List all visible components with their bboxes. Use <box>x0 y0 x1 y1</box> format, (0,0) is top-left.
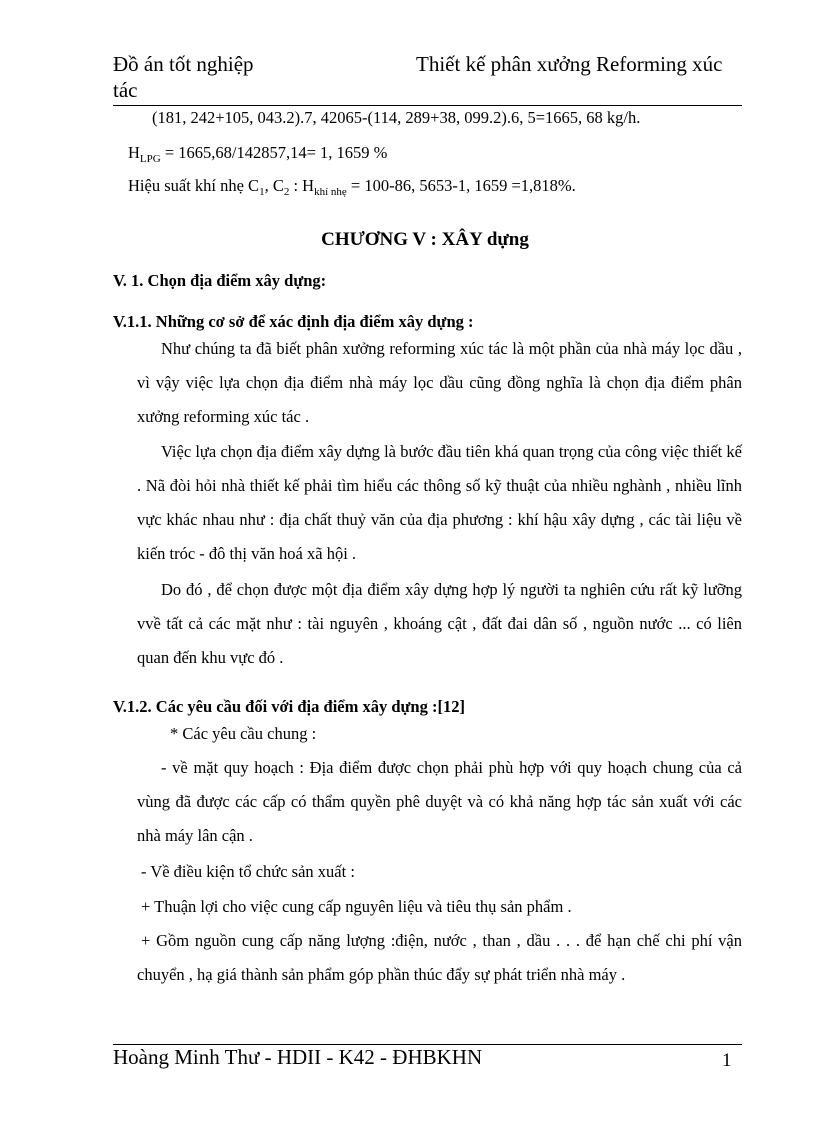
header-rule <box>113 105 742 106</box>
section-heading-v1: V. 1. Chọn địa điểm xây dựng: <box>113 271 327 290</box>
paragraph-3: Do đó , để chọn được một địa điểm xây dựng hợp lý người ta nghiên cứu rất kỹ lưỡng vvề tất cả các mặt như : tài nguyên , khoáng cật , đất đai dân số , nguồn nước ... có liên quan đến khu vực đó . <box>137 580 742 667</box>
calc-rest: = 1665,68/142857,14= 1, 1659 % <box>160 143 388 162</box>
calc3-mid: , C <box>264 176 284 195</box>
calc3-sub2: 2 <box>283 186 290 198</box>
section-heading-v1-2: V.1.2. Các yêu cầu đối với địa điểm xây dựng :[12] <box>113 697 465 716</box>
calc-sub: LPG <box>139 153 161 165</box>
section-heading-v1-1: V.1.1. Những cơ sở để xác định địa điểm xây dựng : <box>113 312 474 331</box>
calc-line-1: (181, 242+105, 043.2).7, 42065-(114, 289+38, 099.2).6, 5=1665, 68 kg/h. <box>152 108 641 127</box>
calc3-mid2: : H <box>289 176 315 195</box>
calc-line-3 <box>128 176 576 198</box>
general-requirements-label: * Các yêu cầu chung : <box>170 724 317 743</box>
requirement-production: - Về điều kiện tổ chức sản xuất : <box>141 862 355 881</box>
calc3-sub1: 1 <box>259 186 265 198</box>
header-left-title: Đồ án tốt nghiệp <box>113 52 254 76</box>
page-number: 1 <box>722 1050 732 1071</box>
header-continuation: tác <box>113 78 138 102</box>
calc-var: H <box>128 143 140 162</box>
paragraph-1: Như chúng ta đã biết phân xưởng reforming xúc tác là một phần của nhà máy lọc dầu , vì vậy việc lựa chọn địa điểm nhà máy lọc dầu cũng đồng nghĩa là chọn địa điểm phân xưởng reforming xúc tác . <box>137 339 742 426</box>
footer-author: Hoàng Minh Thư - HDII - K42 - ĐHBKHN <box>113 1045 483 1069</box>
calc-line-2 <box>128 143 387 165</box>
header-right-title: Thiết kế phân xưởng Reforming xúc <box>416 52 723 76</box>
bullet-energy-supply: + Gồm nguồn cung cấp năng lượng :điện, nước , than , dầu . . . để hạn chế chi phí vận chuyển , hạ giá thành sản phẩm góp phần thúc đẩy sự phát triển nhà máy . <box>137 931 742 984</box>
calc3-rest: = 100-86, 5653-1, 1659 =1,818%. <box>346 176 576 195</box>
calc3-prefix: Hiệu suất khí nhẹ C <box>128 176 260 195</box>
chapter-title: CHƯƠNG V : XÂY dựng <box>321 229 529 250</box>
calc3-sub3: khí nhẹ <box>314 186 347 198</box>
requirement-planning: - về mặt quy hoạch : Địa điểm được chọn phải phù hợp với quy hoạch chung của cả vùng đã được các cấp có thẩm quyền phê duyệt và có khả năng hợp tác sản xuất với các nhà máy lân cận . <box>137 758 742 845</box>
paragraph-2: Việc lựa chọn địa điểm xây dựng là bước đầu tiên khá quan trọng của công việc thiết kế . Nã đòi hỏi nhà thiết kế phải tìm hiểu các thông số kỹ thuật của nhiều nghành , nhiều lĩnh vực khác nhau như : địa chất thuỷ văn của địa phương : khí hậu xây dựng , các tài liệu về kiến tróc - đô thị văn hoá xã hội . <box>137 442 742 563</box>
bullet-raw-materials: + Thuận lợi cho việc cung cấp nguyên liệu và tiêu thụ sản phẩm . <box>141 897 572 916</box>
